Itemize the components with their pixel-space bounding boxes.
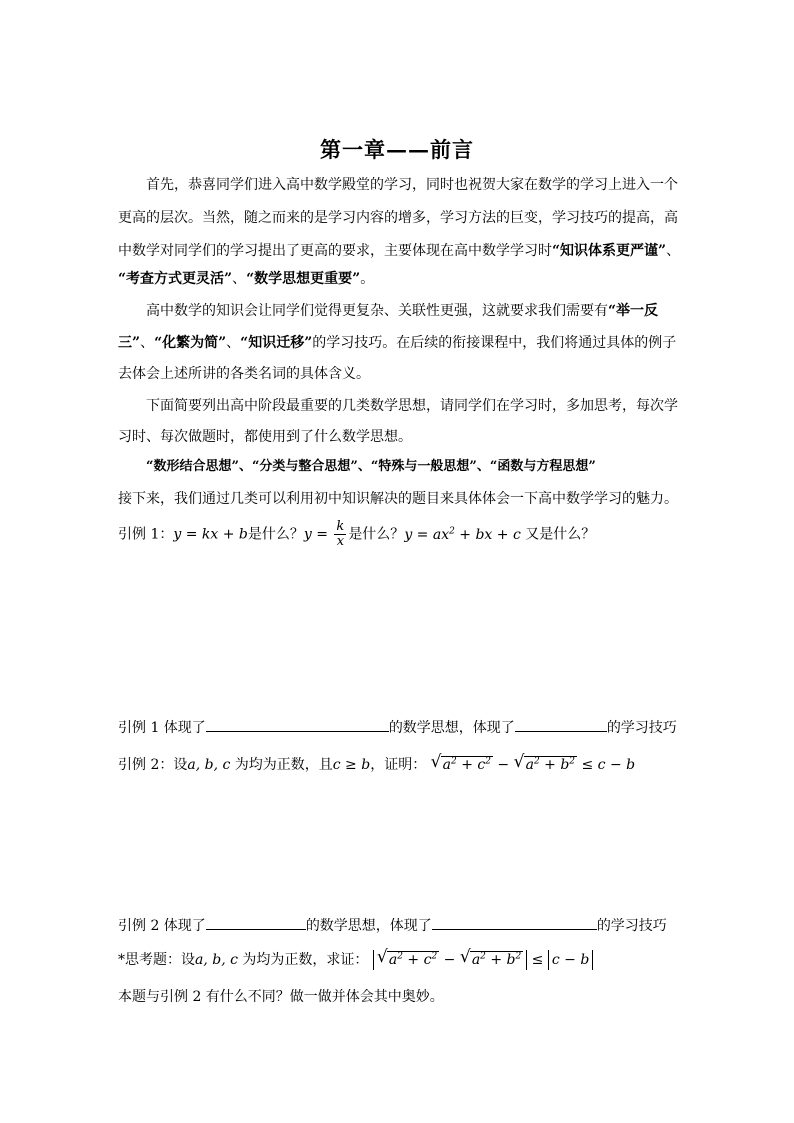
answer-blank[interactable] — [515, 717, 607, 732]
paragraph-text: 中数学对同学们的学习提出了更高的要求，主要体现在高中数学学习时 — [118, 243, 552, 259]
paragraph-text: 高中数学的知识会让同学们觉得更复杂、关联性更强，这就要求我们需要有 — [146, 303, 608, 319]
paragraph-1-line-1: 首先，恭喜同学们进入高中数学殿堂的学习，同时也祝贺大家在数学的学习上进入一个 — [146, 177, 678, 193]
radical-sign: √ — [430, 752, 442, 772]
example-label: 引例 1： — [118, 526, 174, 543]
fill-text: 的学习技巧 — [606, 720, 677, 736]
fill-text: 的学习技巧 — [596, 918, 667, 934]
formula-fraction — [334, 520, 346, 549]
paragraph-2-line-3: 去体会上述所讲的各类名词的具体含义。 — [118, 366, 370, 382]
example-label: 引例 2：设 — [118, 757, 188, 773]
answer-blank[interactable] — [206, 717, 389, 732]
question-text: 又是什么？ — [520, 526, 596, 543]
formula-part: y = ax — [404, 526, 450, 543]
radicand: $a^2 + c^2$ — [442, 756, 491, 773]
example-1 — [118, 520, 678, 552]
sqrt-expression — [431, 754, 493, 776]
example-2-fill — [118, 915, 678, 935]
think-question — [118, 949, 678, 971]
radicand: $a^2 + b^2$ — [471, 951, 522, 968]
example-1-fill — [118, 717, 678, 737]
paragraph-2-line-2 — [118, 334, 678, 352]
emphasis-text: “化繁为简” — [154, 335, 227, 351]
question-text: 是什么？ — [348, 526, 405, 543]
radicand: $a^2 + c^2$ — [388, 951, 438, 968]
inequality-rhs: ≤ c − b — [577, 757, 636, 773]
fill-text: 的数学思想，体现了 — [305, 918, 432, 934]
formula-part: + bx + c — [454, 526, 521, 543]
radical-sign: √ — [376, 947, 388, 967]
answer-blank[interactable] — [206, 915, 306, 930]
formula-quadratic — [404, 527, 521, 543]
paragraph-3-line-2: 习时、每次做题时，都使用到了什么数学思想。 — [118, 429, 412, 445]
emphasis-text: “数学思想更重要” — [246, 271, 361, 287]
statement-text: 为均为正数，且 — [230, 757, 333, 773]
emphasis-text: “考查方式更灵活” — [118, 271, 233, 287]
minus-sign: − — [497, 757, 514, 773]
paragraph-1-line-2: 更高的层次。当然，随之而来的是学习内容的增多，学习方法的巨变，学习技巧的提高，高 — [118, 210, 678, 226]
statement-text: 为均为正数，求证： — [237, 952, 369, 968]
fill-text: 引例 1 体现了 — [118, 720, 206, 736]
emphasis-text: “知识体系更严谨” — [552, 243, 667, 259]
paragraph-3-line-1: 下面简要列出高中阶段最重要的几类数学思想，请同学们在学习时，多加思考，每次学 — [146, 398, 678, 414]
radical-sign: √ — [459, 947, 471, 967]
sqrt-expression — [459, 947, 523, 970]
fill-text: 引例 2 体现了 — [118, 918, 206, 934]
formula-inverse-lhs: y = — [303, 526, 333, 543]
next-intro: 接下来，我们通过几类可以利用初中知识解决的题目来具体体会一下高中数学学习的魅力。 — [118, 491, 678, 507]
emphasis-text: “举一反 — [608, 303, 659, 319]
paragraph-1-line-3 — [118, 242, 681, 260]
fraction-denominator: x — [336, 534, 345, 549]
paragraph-1-line-4 — [118, 270, 678, 288]
fill-text: 的数学思想，体现了 — [388, 720, 515, 736]
condition: c ≥ b — [332, 757, 371, 773]
think-label: *思考题：设 — [118, 952, 195, 968]
punctuation: 、 — [232, 271, 247, 287]
formula-linear: y = kx + b — [173, 526, 248, 543]
math-thoughts-list: “数形结合思想”、“分类与整合思想”、“特殊与一般思想”、“函数与方程思想” — [146, 459, 596, 474]
emphasis-text: 三” — [118, 335, 141, 351]
radicand: $a^2 + b^2$ — [525, 756, 576, 773]
sqrt-expression — [376, 947, 439, 970]
variables: a, b, c — [195, 952, 238, 968]
statement-text: ，证明： — [370, 757, 427, 773]
paragraph-2-line-1 — [146, 302, 678, 320]
answer-blank[interactable] — [432, 915, 597, 930]
radical-sign: √ — [513, 752, 525, 772]
emphasis-text: “知识迁移” — [240, 335, 313, 351]
absolute-value: √ $a^2 + c^2$ − √ $a^2 + b^2$ — [373, 950, 527, 970]
sqrt-expression — [514, 754, 577, 776]
question-text: 是什么？ — [247, 526, 304, 543]
variables: a, b, c — [187, 757, 231, 773]
closing-text: 本题与引例 2 有什么不同？做一做并体会其中奥妙。 — [118, 989, 444, 1005]
example-2 — [118, 754, 678, 776]
punctuation: 、 — [226, 335, 241, 351]
paragraph-text: 的学习技巧。在后续的衔接课程中，我们将通过具体的例子 — [312, 335, 677, 351]
le-sign: ≤ — [527, 952, 548, 968]
punctuation: 、 — [140, 335, 155, 351]
exponent: 2 — [449, 525, 455, 536]
punctuation: 。 — [360, 271, 375, 287]
page-title: 第一章——前言 — [320, 137, 474, 162]
absolute-value-rhs: c − b — [548, 950, 593, 970]
punctuation: 、 — [666, 243, 681, 259]
fraction-numerator: k — [336, 519, 345, 534]
